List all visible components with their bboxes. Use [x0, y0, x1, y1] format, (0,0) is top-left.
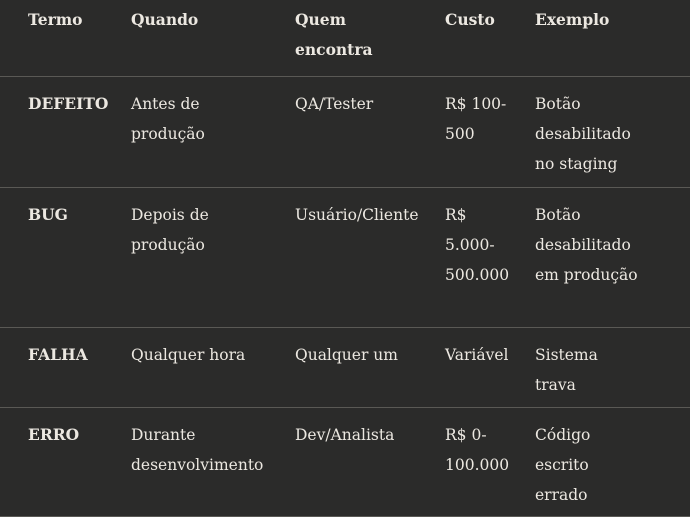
cell-quando: Depois de produção: [131, 206, 209, 254]
header-quando: Quando: [131, 10, 199, 29]
header-termo: Termo: [28, 10, 83, 29]
cell-custo: R$ 100-500: [445, 95, 507, 143]
cell-exemplo: Botão desabilitado no staging: [535, 95, 631, 173]
cell-quando: Qualquer hora: [131, 346, 246, 364]
cell-custo: Variável: [445, 346, 509, 364]
table-row: [0, 188, 690, 328]
cell-quem-encontra: QA/Tester: [295, 95, 374, 113]
cell-custo: R$ 5.000-500.000: [445, 206, 510, 284]
cell-quem-encontra: Usuário/Cliente: [295, 206, 419, 224]
cell-quem-encontra: Qualquer um: [295, 346, 398, 364]
cell-termo: FALHA: [28, 345, 88, 364]
cell-quando: Antes de produção: [131, 95, 205, 143]
cell-exemplo: Código escrito errado: [535, 426, 591, 504]
cell-exemplo: Sistema trava: [535, 346, 598, 394]
cell-quem-encontra: Dev/Analista: [295, 426, 395, 444]
cell-quando: Durante desenvolvimento: [131, 426, 264, 474]
header-custo: Custo: [445, 10, 495, 29]
cell-custo: R$ 0-100.000: [445, 426, 510, 474]
cell-exemplo: Botão desabilitado em produção: [535, 206, 638, 284]
header-exemplo: Exemplo: [535, 10, 610, 29]
table-header-row: [0, 0, 690, 77]
table-row: [0, 328, 690, 408]
cell-termo: ERRO: [28, 425, 80, 444]
header-quem-encontra: Quem encontra: [295, 10, 373, 59]
table-row: [0, 408, 690, 517]
cell-termo: BUG: [28, 205, 68, 224]
table-row: [0, 77, 690, 188]
cell-termo: DEFEITO: [28, 94, 109, 113]
